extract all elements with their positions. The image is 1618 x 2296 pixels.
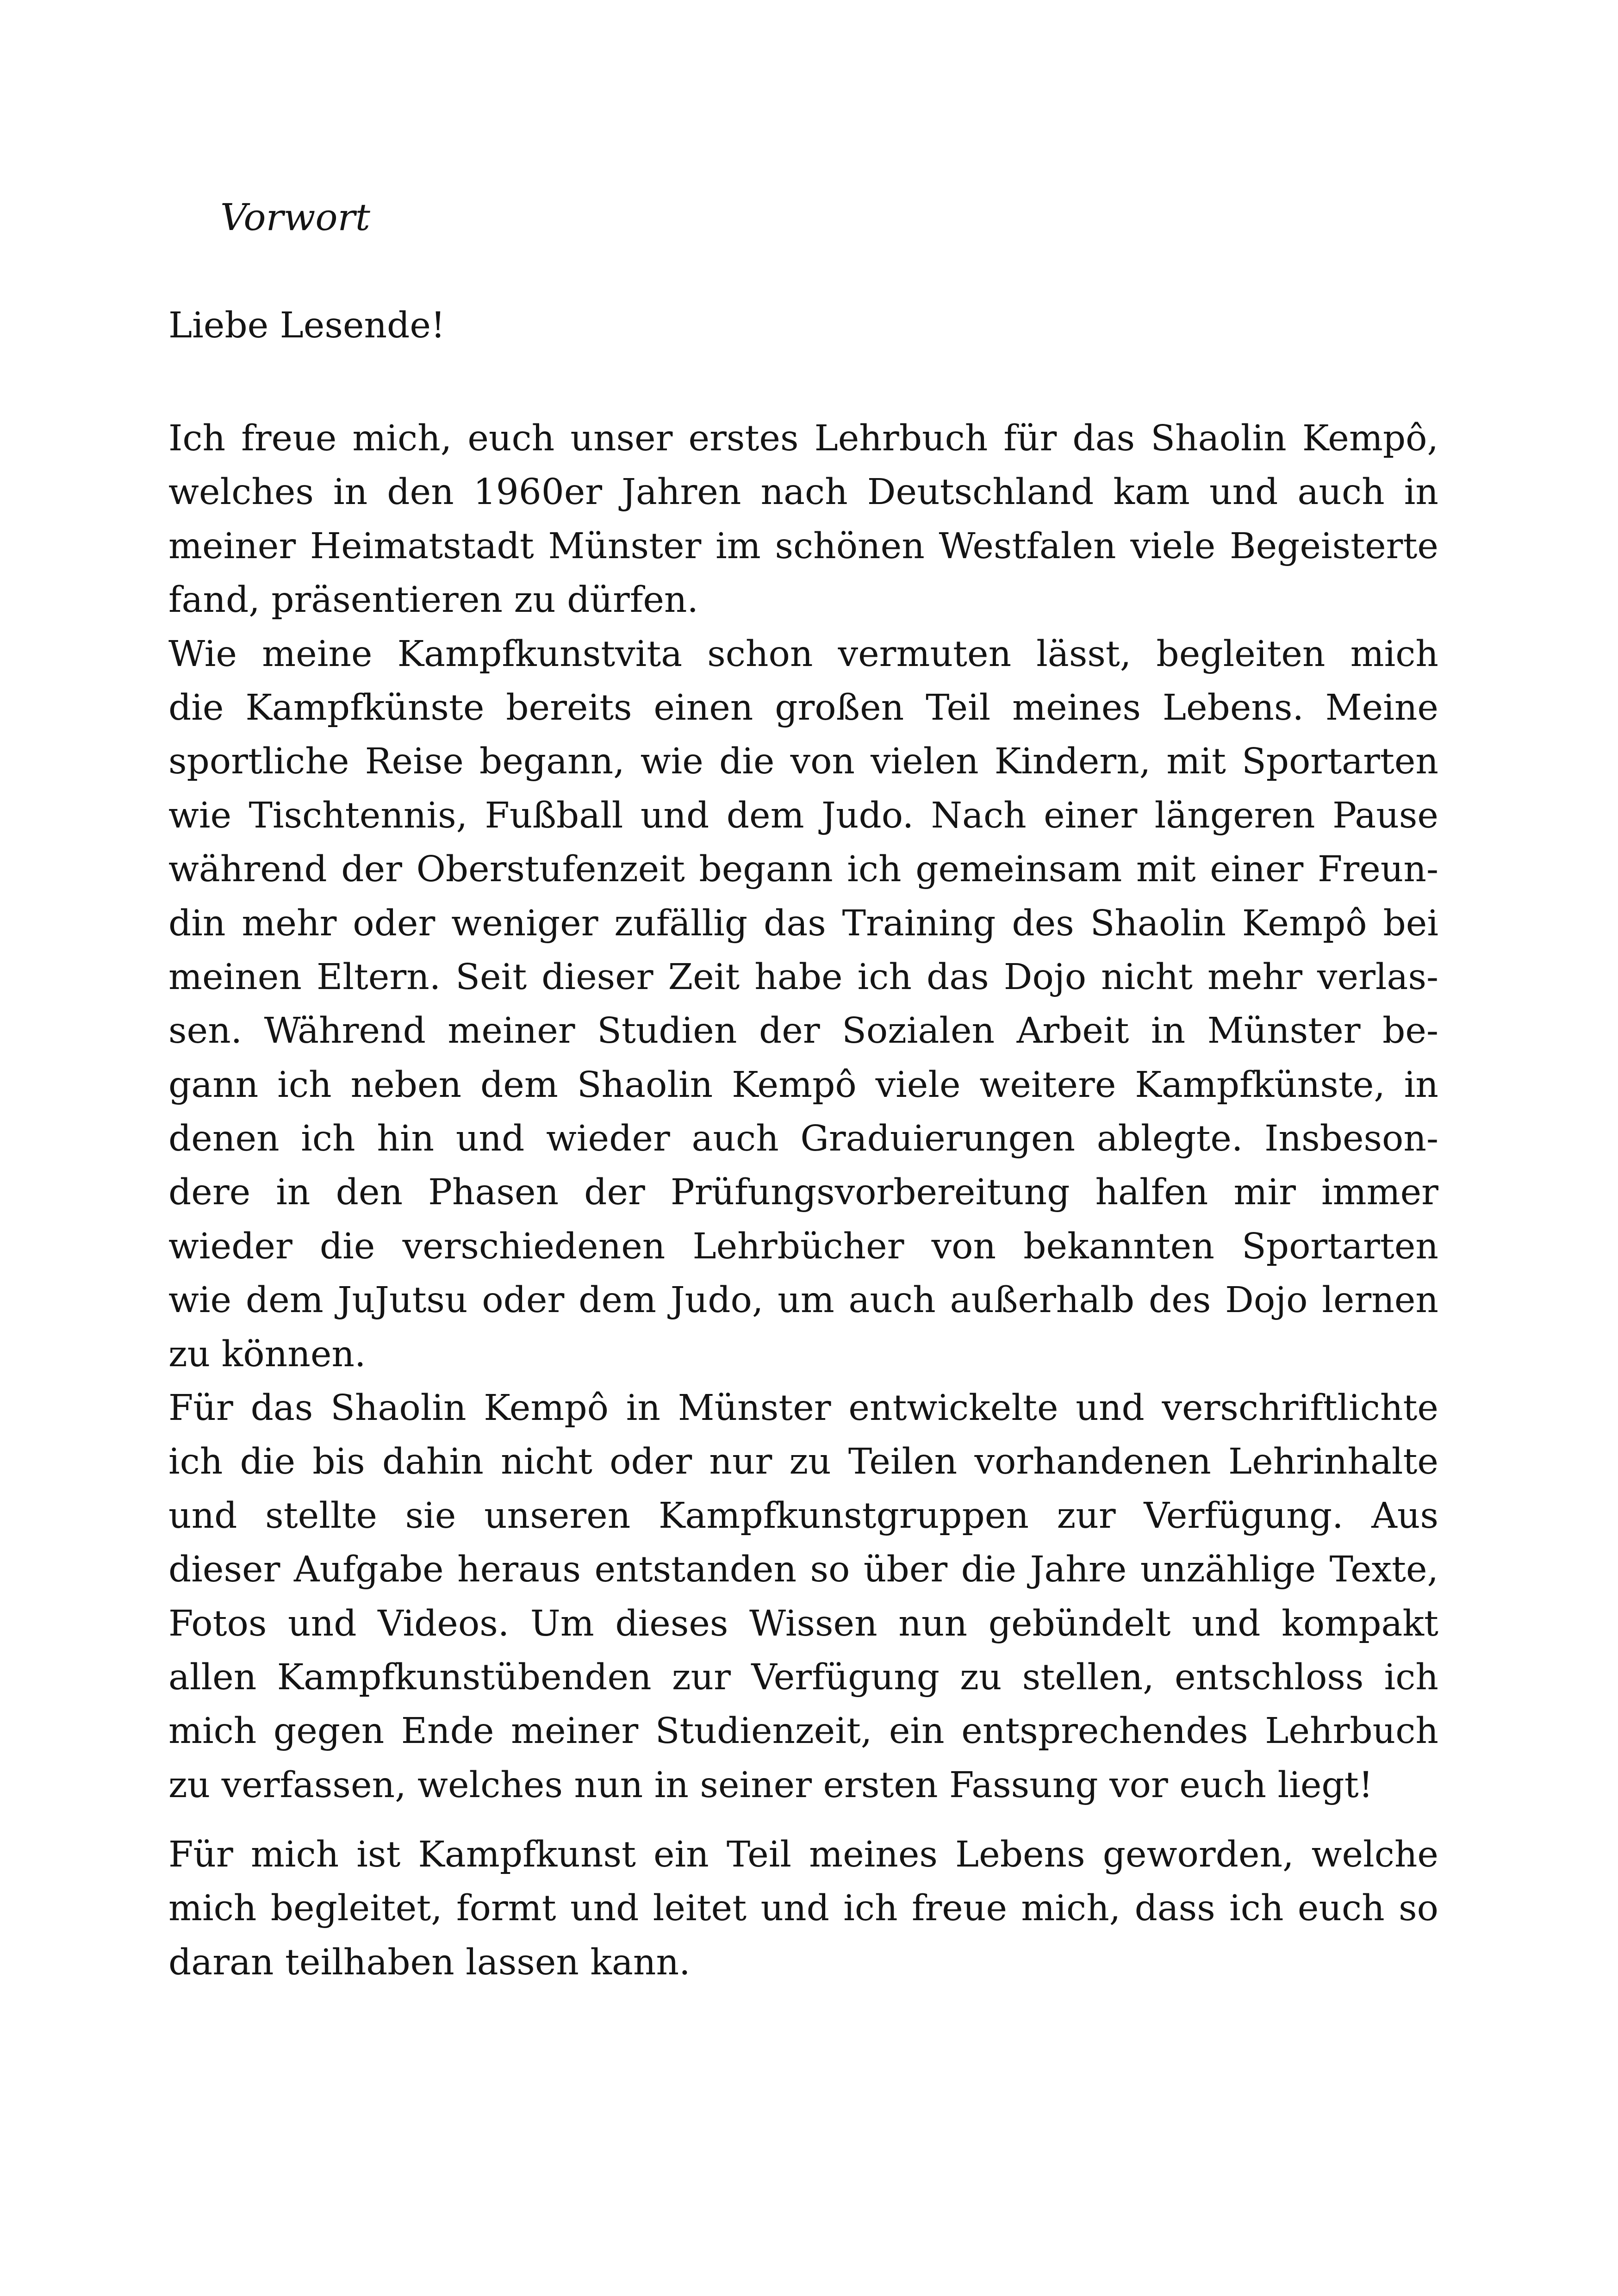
text-line: daran teilhaben lassen kann. xyxy=(168,1941,691,1983)
text-line: wie Tischtennis, Fußball und dem Judo. Nach einer längeren Pause xyxy=(168,795,1438,836)
text-line: Fotos und Videos. Um dieses Wissen nun gebündelt und kompakt xyxy=(168,1603,1438,1644)
text-line: meiner Heimatstadt Münster im schönen Westfalen viele Begeisterte xyxy=(168,525,1438,567)
paragraph xyxy=(168,412,1438,628)
text-line: mich gegen Ende meiner Studienzeit, ein entsprechendes Lehrbuch xyxy=(168,1711,1438,1752)
text-line: ich die bis dahin nicht oder nur zu Teilen vorhandenen Lehrinhalte xyxy=(168,1441,1438,1483)
text-line: dieser Aufgabe heraus entstanden so über die Jahre unzählige Texte, xyxy=(168,1549,1438,1591)
text-line: während der Oberstufenzeit begann ich gemeinsam mit einer Freun- xyxy=(168,849,1438,890)
text-line: din mehr oder weniger zufällig das Training des Shaolin Kempô bei xyxy=(168,902,1438,944)
body-text-block xyxy=(168,412,1438,1812)
text-line: dere in den Phasen der Prüfungsvorbereitung halfen mir immer xyxy=(168,1172,1438,1213)
text-line: wie dem JuJutsu oder dem Judo, um auch außerhalb des Dojo lernen xyxy=(168,1280,1438,1321)
text-line: zu verfassen, welches nun in seiner ersten Fassung vor euch liegt! xyxy=(168,1764,1373,1806)
text-line: Für das Shaolin Kempô in Münster entwickelte und verschriftlichte xyxy=(168,1388,1438,1429)
text-line: welches in den 1960er Jahren nach Deutschland kam und auch in xyxy=(168,472,1438,513)
text-line: zu können. xyxy=(168,1333,366,1375)
text-line: und stellte sie unseren Kampfkunstgruppen zur Verfügung. Aus xyxy=(168,1495,1438,1537)
text-line: gann ich neben dem Shaolin Kempô viele weitere Kampfkünste, in xyxy=(168,1064,1438,1106)
text-line: allen Kampfkunstübenden zur Verfügung zu stellen, entschloss ich xyxy=(168,1656,1438,1698)
page-title: Vorwort xyxy=(220,196,370,239)
text-line: Ich freue mich, euch unser erstes Lehrbuch für das Shaolin Kempô, xyxy=(168,418,1438,459)
text-line: die Kampfkünste bereits einen großen Teil meines Lebens. Meine xyxy=(168,687,1438,728)
body-text-block xyxy=(168,1828,1438,1990)
paragraph xyxy=(168,1381,1438,1812)
text-line: denen ich hin und wieder auch Graduierungen ablegte. Insbeson- xyxy=(168,1118,1438,1160)
text-line: wieder die verschiedenen Lehrbücher von bekannten Sportarten xyxy=(168,1226,1438,1267)
text-line: Für mich ist Kampfkunst ein Teil meines Lebens geworden, welche xyxy=(168,1834,1438,1875)
text-line: Wie meine Kampfkunstvita schon vermuten lässt, begleiten mich xyxy=(168,633,1438,675)
greeting: Liebe Lesende! xyxy=(168,305,445,346)
paragraph xyxy=(168,628,1438,1381)
text-line: meinen Eltern. Seit dieser Zeit habe ich das Dojo nicht mehr verlas- xyxy=(168,956,1438,998)
text-line: sen. Während meiner Studien der Sozialen Arbeit in Münster be- xyxy=(168,1010,1438,1052)
text-line: fand, präsentieren zu dürfen. xyxy=(168,579,698,621)
text-line: mich begleitet, formt und leitet und ich freue mich, dass ich euch so xyxy=(168,1888,1438,1929)
text-line: sportliche Reise begann, wie die von vielen Kindern, mit Sportarten xyxy=(168,741,1438,783)
paragraph xyxy=(168,1828,1438,1990)
